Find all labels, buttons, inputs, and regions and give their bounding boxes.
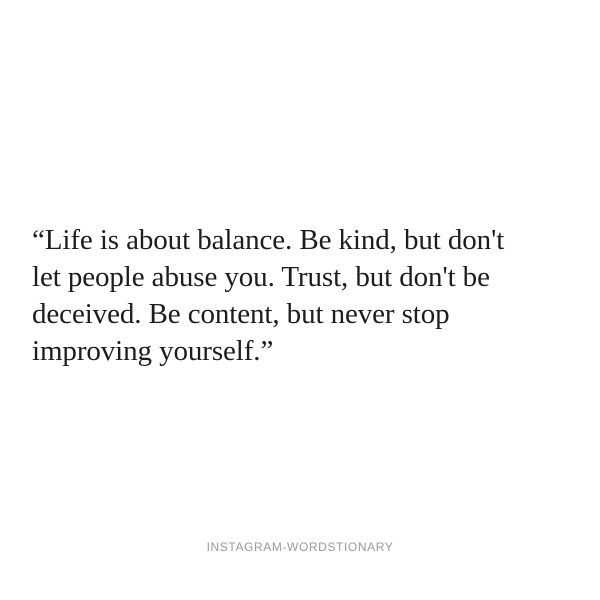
quote-line-1: “Life is about balance. Be kind, but don't	[32, 224, 505, 256]
quote-line-2: let people abuse you. Trust, but don't be	[32, 261, 490, 293]
source-credit: INSTAGRAM-WORDSTIONARY	[206, 540, 394, 554]
quote-line-4: improving yourself.”	[32, 335, 274, 367]
quote-line-3: deceived. Be content, but never stop	[32, 298, 450, 330]
quote-text	[32, 222, 577, 370]
